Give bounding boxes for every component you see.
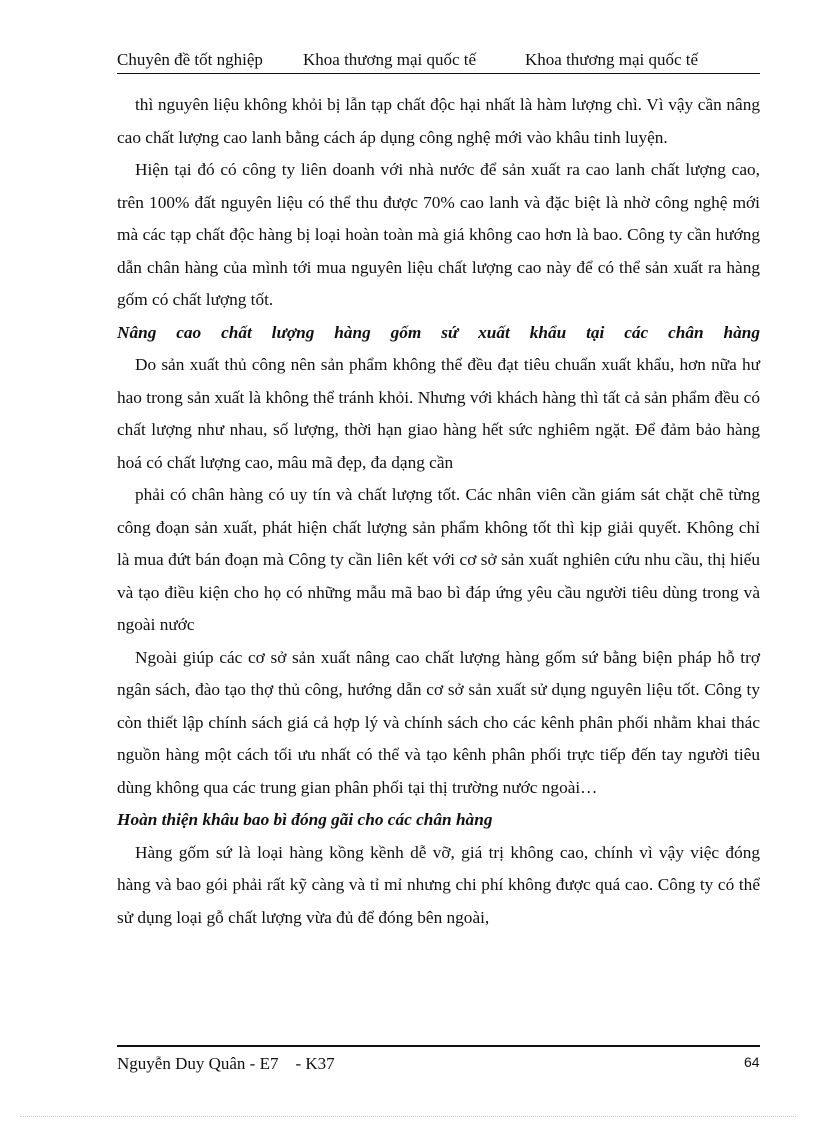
section-heading-quality: Nâng cao chất lượng hàng gốm sứ xuất khẩu tại các chân hàng <box>117 322 760 342</box>
paragraph-raw-material: thì nguyên liệu không khỏi bị lẫn tạp chất độc hại nhất là hàm lượng chì. Vì vậy cần nâng cao chất lượng cao lanh bằng cách áp dụng công nghệ mới vào khâu tinh luyện. <box>117 95 760 147</box>
paragraph-joint-venture: Hiện tại đó có công ty liên doanh với nhà nước để sản xuất ra cao lanh chất lượng cao, trên 100% đất nguyên liệu có thể thu được 70% cao lanh và đặc biệt là nhờ công nghệ mới mà các tạp chất độc hàng bị loại hoàn toàn mà giá không cao hơn là bao. Công ty cần hướng dẫn chân hàng của mình tới mua nguyên liệu chất lượng cao này để có thể sản xuất ra hàng gốm có chất lượng tốt. <box>117 160 760 309</box>
header-divider <box>117 73 760 74</box>
page-number: 64 <box>744 1054 760 1070</box>
header-faculty-label-repeat: Khoa thương mại quốc tế <box>525 50 699 69</box>
page-bottom-border <box>20 1116 796 1117</box>
footer-author: Nguyễn Duy Quân - E7 - K37 <box>117 1054 335 1073</box>
page-body <box>117 89 760 934</box>
footer-divider <box>117 1045 760 1047</box>
header-thesis-label: Chuyên đề tốt nghiệp <box>117 50 263 69</box>
page-header <box>117 50 760 72</box>
paragraph-quality-standards: Do sản xuất thủ công nên sản phẩm không thể đều đạt tiêu chuẩn xuất khẩu, hơn nữa hư hao trong sản xuất là không thể tránh khỏi. Nhưng với khách hàng thì tất cả sản phẩm đều có chất lượng như nhau, số lượng, thời hạn giao hàng hết sức nghiêm ngặt. Để đảm bảo hàng hoá có chất lượng cao, mâu mã đẹp, đa dạng cần <box>117 355 760 472</box>
section-heading-packaging: Hoàn thiện khâu bao bì đóng gãi cho các chân hàng <box>117 810 493 829</box>
header-faculty-label: Khoa thương mại quốc tế <box>303 50 477 69</box>
paragraph-packaging: Hàng gốm sứ là loại hàng kồng kềnh dễ vỡ, giá trị không cao, chính vì vậy việc đóng hàng và bao gói phải rất kỹ càng và tỉ mỉ nhưng chi phí không được quá cao. Công ty có thể sử dụng loại gỗ chất lượng vừa đủ để đóng bên ngoài, <box>117 842 760 927</box>
paragraph-quality-supervision: phải có chân hàng có uy tín và chất lượng tốt. Các nhân viên cần giám sát chặt chẽ từng công đoạn sản xuất, phát hiện chất lượng sản phẩm không tốt thì kịp giải quyết. Không chỉ là mua đứt bán đoạn mà Công ty cần liên kết với cơ sở sản xuất nghiên cứu nhu cầu, thị hiếu và tạo điều kiện cho họ có những mẫu mã bao bì đáp ứng yêu cầu người tiêu dùng trong và ngoài nước <box>117 485 760 634</box>
paragraph-support-policy: Ngoài giúp các cơ sở sản xuất nâng cao chất lượng hàng gốm sứ bằng biện pháp hỗ trợ ngân sách, đào tạo thợ thủ công, hướng dẫn cơ sở sản xuất sử dụng nguyên liệu tốt. Công ty còn thiết lập chính sách giá cả hợp lý và chính sách cho các kênh phân phối nhằm khai thác nguồn hàng một cách tối ưu nhất có thể và tạo kênh phân phối trực tiếp đến tay người tiêu dùng không qua các trung gian phân phối tại thị trường nước ngoài… <box>117 647 760 797</box>
